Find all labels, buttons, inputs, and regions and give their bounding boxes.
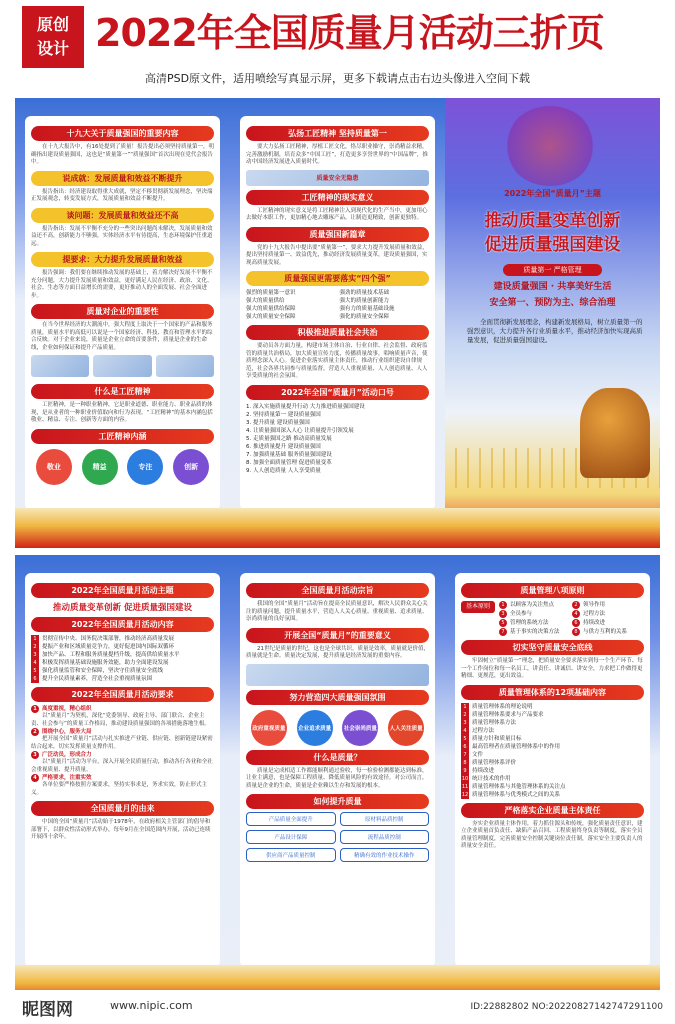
slogan-item: 1. 深入实施质量提升行动 大力推进质量强国建设 <box>246 403 365 410</box>
list-item: 强大的质量供给保障 <box>246 306 296 312</box>
hexagon-item: 专注 <box>127 449 163 485</box>
cover-headline-2: 促进质量强国建设 <box>484 235 621 255</box>
section-title: 2022年全国质量月活动主题 <box>31 583 214 598</box>
lion-statue-image <box>580 388 650 478</box>
paragraph: 质量是完成相适工作都能顺利通过验收，每一检验检测都能达到标准，让业主满意，也是保障工程质量、降低质量风险的有效途径。对公司而言，质量是企业的生命，质量是企业赖以生存和发展的根本。 <box>246 767 428 789</box>
paragraph: 工匠精神，是一种职业精神，它是职业道德、职业能力、职业品质的体现，是从业者的一种职业价值取向和行为表现。“工匠精神”的基本内涵包括敬业、精益、专注、创新等方面的内容。 <box>31 402 213 423</box>
section-title: 2022年全国质量月活动要求 <box>31 687 214 702</box>
principle-item: 领导作用 <box>583 602 606 608</box>
basic-item: 质量管理体系的理论说明 <box>472 703 533 710</box>
hexagon-item: 创新 <box>173 449 209 485</box>
photo <box>31 355 89 377</box>
paragraph: 报告指出：经济建设取得重大成就，坚定不移贯彻新发展理念，坚决端正发展观念，转变发展方式，发展质量和效益不断提升。 <box>31 188 213 202</box>
section-title: 什么是质量？ <box>246 750 429 765</box>
hexagon-item: 敬业 <box>36 449 72 485</box>
basic-item: 统计技术的作用 <box>472 775 511 782</box>
principle-item: 持续改进 <box>583 620 606 626</box>
list-item: 强大的质量创新能力 <box>339 298 390 304</box>
section-title: 努力营造四大质量强国氛围 <box>246 690 429 705</box>
cover-slogan-2: 安全第一、预防为主、综合治理 <box>489 298 616 308</box>
section-title: 弘扬工匠精神 坚持质量第一 <box>246 126 429 141</box>
hexagon-item: 精益 <box>82 449 118 485</box>
method-box: 原材料品质控制 <box>340 812 430 826</box>
decor-footer <box>445 508 660 548</box>
paragraph: 报告强调：我们要在继续推动发展的基础上，着力解决好发展不平衡不充分问题，大力提升发展质量和效益，更好满足人民在经济、政治、文化、社会、生态等方面日益增长的需要，更好推动人的全面发展、社会全面进步。 <box>31 270 213 299</box>
section-title: 什么是工匠精神 <box>31 384 214 399</box>
theme-text: 推动质量变革创新 促进质量强国建设 <box>53 603 192 613</box>
basic-item: 过程方法 <box>472 727 495 734</box>
safety-sign-image: 质量安全无隐患 <box>246 170 429 186</box>
section-title: 十九大关于质量强国的重要内容 <box>31 126 214 141</box>
requirement-title: 围绕中心，服务大局 <box>42 729 92 735</box>
panel-card: 质量管理八项原则 基本原则 1 以顾客为关注焦点 2 领导作用 3 全员参与 4 过程方法 5 管理的系统方法 6 持续改进 7 基于事实的决策方法 8 与供方互利的关系 切实坚守质量安全底线 牢固树立“质量第一”理念，把质量安全要求落实到每一个生产环节、每一个工作岗位和每一名员工，讲责任、讲诚信、讲安全，力求把工作做得更精细、更规范，更出效益。 质量管理体系的12项基础内容 1 质量管理体系的理论说明 2 质量管理体系要求与产品要求 3 质量管理体系方法 4 过程方法 5 质量方针和质量目标 6 最高管理者在质量管理体系中的作用 7 文件 8 质量管理体系评价 9 持续改进 10 统计技术的作用 11 质量管理体系与其他管理体系的关注点 12 质量管理体系与优秀模式之间的关系 严格落实企业质量主体责任 夯实企业质量主体作用，着力抓住源头和传统，强化质量责任意识，建立企业质量首负责任、缺陷产品召回、工程质量终身负责等制度，落实全员质量管理制度，完善质量安全控制关键岗位责任制，落实安全主要负责人的质量安全责任。 <box>455 573 650 967</box>
decor-footer <box>230 508 445 548</box>
section-title: 工匠精神的现实意义 <box>246 190 429 205</box>
content-item: 强化质量监管和安全保障，坚决守住质量安全底线 <box>42 668 164 674</box>
paragraph: 夯实企业质量主体作用，着力抓住源头和传统，强化质量责任意识，建立企业质量首负责任、缺陷产品召回、工程质量终身负责等制度，落实全员质量管理制度，完善质量安全控制关键岗位责任制，落实安全主要负责人的质量安全责任。 <box>461 820 643 849</box>
paragraph: 报告指出：发展不平衡不充分的一些突出问题尚未解决，发展质量和效益还不高，创新能力不够强，实体经济水平有待提高，生态环境保护任重道远。 <box>31 225 213 247</box>
paragraph: 中国的全国“质量月”活动始于1978年，在政府相关主管部门的倡导和部署下，以群众性活动形式举办，每年9月在全国范围内开展，活动已连续开展四十余年。 <box>31 819 211 840</box>
basic-item: 文件 <box>472 751 484 758</box>
panel-top-middle <box>230 98 445 548</box>
watermark-logo: 昵图网 <box>22 1000 73 1020</box>
original-design-badge <box>22 6 84 68</box>
cover-headline-1: 推动质量变革创新 <box>484 211 621 231</box>
paragraph: 要大力弘扬工匠精神，厚植工匠文化，恪尽职业操守，崇尚精益求精，完善激励机制，培育众多“中国工匠”，打造更多享誉世界的“中国品牌”，推动中国经济发展进入质量时代。 <box>246 144 428 165</box>
cover-slogan-1: 建设质量强国 · 共享美好生活 <box>493 282 612 292</box>
list-item: 强劲的质量技术基础 <box>339 290 390 296</box>
cover-body: 全面贯彻新发展理念，构建新发展格局，树立质量第一的强烈意识，大力提升各行业质量水平，推动经济加快实现高质量发展，促进质量强国建设。 <box>467 318 643 344</box>
content-item: 加快产品、工程和服务质量提档升级，提高供给质量水平 <box>42 652 180 658</box>
slogan-item: 5. 走质量强国之路 推动高质量发展 <box>246 435 332 442</box>
section-title: 切实坚守质量安全底线 <box>461 640 644 655</box>
section-title: 质量管理八项原则 <box>461 583 644 598</box>
circle-item: 政府重视质量 <box>251 710 287 746</box>
principle-item: 过程方法 <box>583 611 606 617</box>
paragraph: 党的十九大报告中提出要“质量第一”，要求大力提升发展质量和效益，提出坚持质量第一、效益优先，推动经济发展质量变革，建设质量强国，实现高质量发展。 <box>246 244 428 266</box>
paragraph: 21世纪是质量的世纪，这也是全球共识。质量是效率，质量就是价值，质量就是生命。质量决定发展，提升质量是经济发展的重要内容。 <box>246 645 430 659</box>
section-title: 全国质量月活动宗旨 <box>246 583 429 598</box>
basic-item: 最高管理者在质量管理体系中的作用 <box>472 743 561 750</box>
requirement-title: 严格要求，注重实效 <box>42 775 92 781</box>
method-box: 供应商产品质量控制 <box>246 848 336 862</box>
slogan-item: 9. 人人创造质量 人人享受质量 <box>246 467 321 474</box>
method-box: 产品质量全面提升 <box>246 812 336 826</box>
principle-item: 基于事实的决策方法 <box>510 629 560 635</box>
basic-item: 持续改进 <box>472 767 495 774</box>
panel-card <box>25 116 220 510</box>
section-title: 质量强国新篇章 <box>246 227 429 242</box>
decor-footer <box>15 508 230 548</box>
list-item: 强大的质量供给 <box>246 298 285 304</box>
slogan-item: 8. 加强全面质量管理 促进质量变革 <box>246 459 332 466</box>
watermark-url[interactable]: www.nipic.com <box>110 999 193 1012</box>
paragraph: 把开展全国“质量月”活动与扎实推进产业链、供应链、创新链建设紧密结合起来，切实发挥质量支撑作用。 <box>31 736 213 750</box>
paragraph: 以“质量月”为契机，深化“党委领导、政府主导、部门联合、企业主责、社会参与”的质量工作格局，推动建设质量强国的各项措施落地生根。 <box>31 713 210 727</box>
content-item: 积极发挥质量基础设施服务效能，助力全面建设发展 <box>42 660 169 666</box>
panel-bottom-left <box>15 555 230 1005</box>
principle-item: 全员参与 <box>510 611 533 617</box>
paragraph: 工匠精神的现实意义是将工匠精神注入到现代化的生产当中，更加用心去做好本职工作，更加精心地去雕琢产品，让制造更精致，创新更独特。 <box>246 207 428 221</box>
section-title: 如何提升质量 <box>246 794 429 809</box>
panel-cover <box>445 98 660 548</box>
section-subtitle: 谈问题：发展质量和效益还不高 <box>31 208 214 223</box>
badge-line-2: 设计 <box>36 39 69 58</box>
method-box: 流程品质控制 <box>340 830 430 844</box>
requirement-title: 高度重视，精心组织 <box>42 706 92 712</box>
principles-tag: 基本原则 <box>461 601 495 613</box>
watermark-bar <box>0 990 675 1024</box>
page-title: 2022年全国质量月活动三折页 <box>95 11 604 55</box>
panel-bottom-middle <box>230 555 445 1005</box>
brochure-outside <box>15 98 660 548</box>
workers-illustration <box>246 664 429 686</box>
basic-item: 质量管理体系要求与产品要求 <box>472 711 544 718</box>
section-title: 质量管理体系的12项基础内容 <box>461 685 644 700</box>
section-title: 2022年全国质量月活动内容 <box>31 617 214 632</box>
section-title: 全国质量月的由来 <box>31 801 214 816</box>
section-title: 质量对企业的重要性 <box>31 304 214 319</box>
section-subtitle: 提要求：大力提升发展质量和效益 <box>31 252 214 267</box>
principle-item: 以顾客为关注焦点 <box>510 602 555 608</box>
method-box: 精确有效的作业技术操作 <box>340 848 430 862</box>
basic-item: 质量管理体系评价 <box>472 759 517 766</box>
section-subtitle: 质量强国更需要落实“四个强” <box>246 271 429 286</box>
photo <box>156 355 214 377</box>
principle-item: 与供方互利的关系 <box>583 629 628 635</box>
national-emblem-star-icon <box>505 106 595 186</box>
paragraph: 各单位要严格按照方案要求，坚持实事求是，务求实效，防止形式主义。 <box>31 782 208 796</box>
photo <box>93 355 151 377</box>
paragraph: 牢固树立“质量第一”理念，把质量安全要求落实到每一个生产环节、每一个工作岗位和每一名员工，讲责任、讲诚信、讲安全，力求把工作做得更精细、更规范，更出效益。 <box>461 658 643 679</box>
principle-item: 管理的系统方法 <box>510 620 549 626</box>
section-title: 工匠精神内涵 <box>31 429 214 444</box>
circle-item: 社会崇尚质量 <box>342 710 378 746</box>
cover-pill: 质量第一 严格管理 <box>503 264 602 276</box>
panel-card <box>240 573 435 967</box>
panel-bottom-right <box>445 555 660 1005</box>
basic-item: 质量方针和质量目标 <box>472 735 522 742</box>
panel-card: 2022年全国质量月活动主题 推动质量变革创新 促进质量强国建设 2022年全国质量月活动内容 1 贯彻宣传中央、国务院决策部署，推动经济高质量发展 2 提振产业和区域质量竞争力，更好促进国内国际双循环 3 加快产品、工程和服务质量提档升级，提高供给质量水平 4 积极发挥质量基础设施服务效能，助力全面建设发展 5 强化质量监管和安全保障，坚决守住质量安全底线 6 提升全民质量素养，营造全社会重视质量氛围 2022年全国质量月活动要求 1 高度重视，精心组织 以“质量月”为契机，深化“党委领导、政府主导、部门联合、企业主责、社会参与”的质量工作格局，推动建设质量强国的各项措施落地生根。 2 围绕中心，服务大局 把开展全国“质量月”活动与扎实推进产业链、供应链、创新链建设紧密结合起来，切实发挥质量支撑作用。 3 广泛动员，形成合力 以“质量月”活动为平台，深入开展全民质量行动，推动各行各业和全社会重视质量、提升质量。 4 严格要求，注重实效 各单位要严格按照方案要求，坚持实事求是，务求实效，防止形式主义。 全国质量月的由来 中国的全国“质量月”活动始于1978年，在政府相关主管部门的倡导和部署下，以群众性活动形式举办，每年9月在全国范围内开展，活动已连续开展四十余年。 <box>25 573 220 967</box>
section-title: 积极推进质量社会共治 <box>246 325 429 340</box>
slogan-item: 7. 加强质量基础 服务质量强国建设 <box>246 451 332 458</box>
section-subtitle: 说成就：发展质量和效益不断提升 <box>31 171 214 186</box>
list-item: 强大的质量安全保障 <box>246 314 296 320</box>
paragraph: 要动员各方面力量，构建市场主体自治、行业自律、社会监督、政府监管的质量共治格局，加大质量宣传力度，传播质量故事，唱响质量声音，使质理念深入人心。促进企业落实质量主体责任，推动行业组织建设自律规范，社会各界共同参与质量监督，营造人人重视质量、人人创造质量、人人享受质量的社会氛围。 <box>246 343 428 379</box>
section-title: 严格落实企业质量主体责任 <box>461 803 644 818</box>
basic-item: 质量管理体系与优秀模式之间的关系 <box>472 791 561 798</box>
paragraph: 我国的全国“质量月”活动旨在提高全民质量意识，解决人民群众关心关注的质量问题，提升质量水平，营造人人关心质量、重视质量、追求质量、崇尚质量的良好氛围。 <box>246 601 428 622</box>
section-title: 开展全国“质量月”的重要意义 <box>246 628 429 643</box>
content-item: 提振产业和区域质量竞争力，更好促进国内国际双循环 <box>42 644 175 650</box>
slogan-item: 4. 让质量强国深入人心 让质量提升引领发展 <box>246 427 354 434</box>
list-item: 强烈的质量第一意识 <box>246 290 296 296</box>
slogan-item: 6. 推进质量提升 建设质量强国 <box>246 443 321 450</box>
basic-item: 质量管理体系与其他管理体系的关注点 <box>472 783 566 790</box>
watermark-id: ID:22882802 NO:20220827142747291100 <box>470 1002 663 1012</box>
panel-card <box>240 116 435 510</box>
requirement-title: 广泛动员，形成合力 <box>42 752 92 758</box>
paragraph: 在十九大报告中，有16处提到了质量！报告提出必须坚持质量第一，明确指出建设质量强国，这也是“质量第一”“质量强国”首次出现在党代会报告中。 <box>31 144 215 165</box>
circle-item: 人人关注质量 <box>388 710 424 746</box>
method-box: 产品设计保障 <box>246 830 336 844</box>
page-subtitle: 高清PSD原文件，适用喷绘写真显示屏，更多下载请点击右边头像进入空间下载 <box>144 72 531 85</box>
basic-item: 质量管理体系方法 <box>472 719 517 726</box>
panel-top-left <box>15 98 230 548</box>
brochure-inside <box>15 555 660 1005</box>
page-header <box>0 0 675 92</box>
list-item: 强有力的质量基础设施 <box>339 306 395 312</box>
section-title: 2022年全国“质量月”活动口号 <box>246 385 429 400</box>
badge-line-1: 原创 <box>36 15 69 34</box>
slogan-item: 3. 提升质量 建设质量强国 <box>246 419 310 426</box>
slogan-item: 2. 坚持质量第一 建设质量强国 <box>246 411 321 418</box>
paragraph: 在当今世界经济的大潮流中，强大程度上取决于一个国家的产品和服务质量，质量水平的高低可以说是一个国家经济、科技、教育和管理水平的综合反映。对于企业来说，质量是企业立命的首要条件，质量是企业的生命线，企业如何保证和提升产品质量。 <box>31 322 213 351</box>
circle-item: 企业追求质量 <box>297 710 333 746</box>
cover-tag: 2022年全国“质量月”主题 <box>504 189 601 198</box>
paragraph: 以“质量月”活动为平台，深入开展全民质量行动，推动各行各业和全社会重视质量、提升质量。 <box>31 759 213 773</box>
content-item: 提升全民质量素养，营造全社会重视质量氛围 <box>42 676 153 682</box>
content-item: 贯彻宣传中央、国务院决策部署，推动经济高质量发展 <box>42 636 175 642</box>
list-item: 强化的质量安全保障 <box>339 314 390 320</box>
